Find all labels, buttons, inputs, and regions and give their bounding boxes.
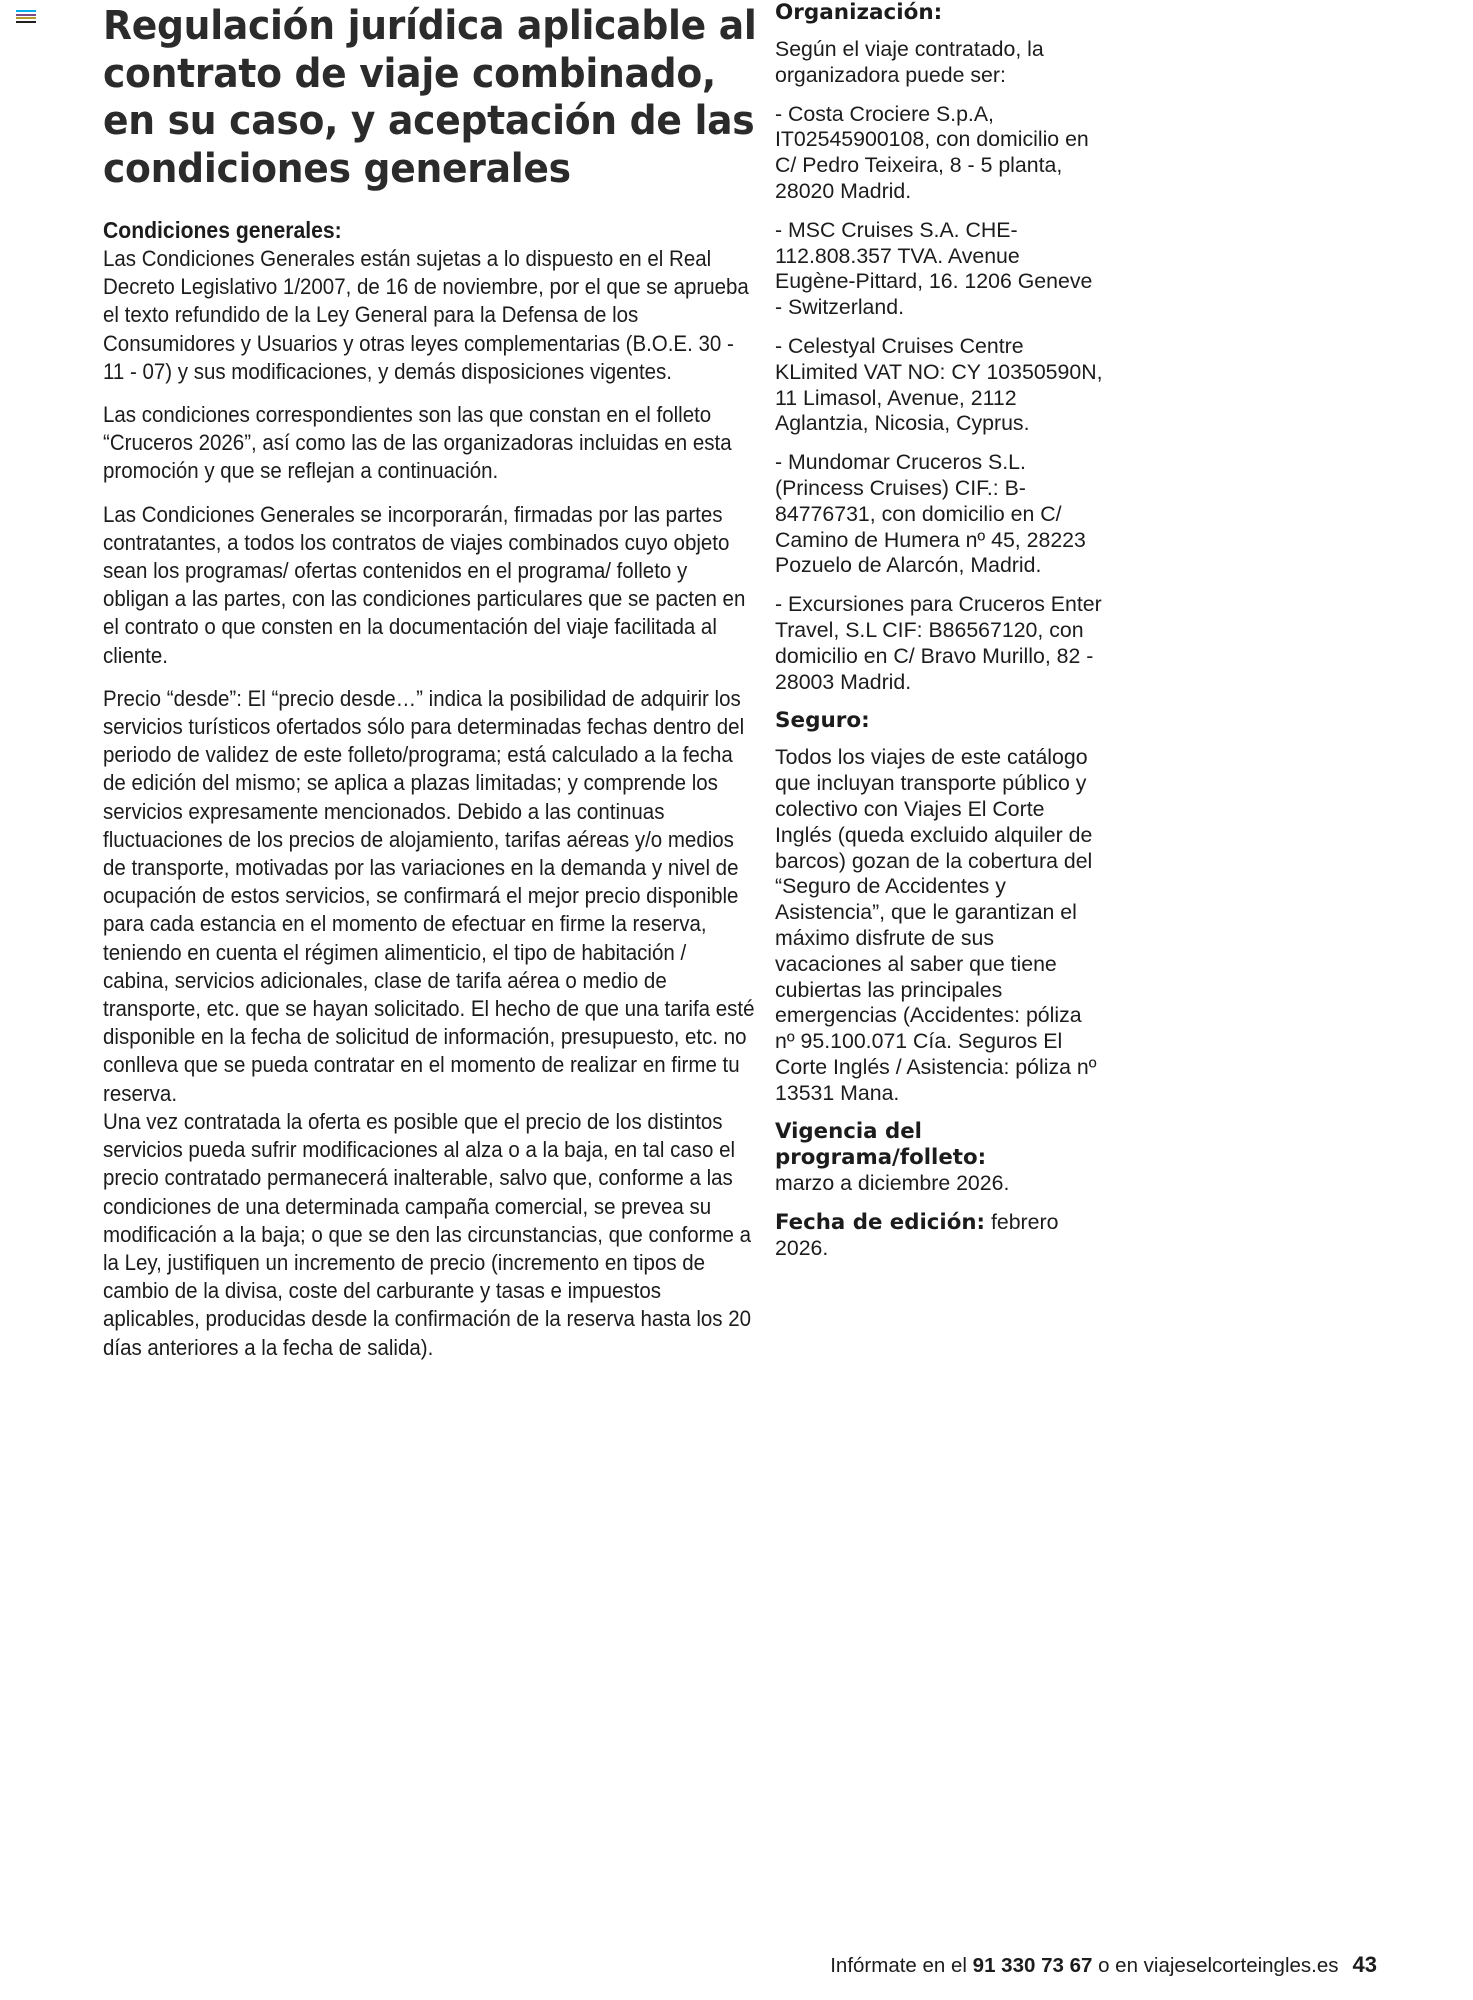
organizer-item-enter-travel: - Excursiones para Cruceros Enter Travel, S.L CIF: B86567120, con domicilio en C/ Bravo Murillo, 82 - 28003 Madrid. xyxy=(775,592,1102,694)
page-footer xyxy=(0,1952,1473,1979)
paragraph-incorporacion-condiciones: Las Condiciones Generales se incorporarán, firmadas por las partes contratantes, a todos los contratos de viajes combinados cuyo objeto sean los programas/ ofertas contenidos en el programa/ folleto y obligan a las partes, con las condiciones particulares que se pacten en el contrato o que consten en la documentación del viaje facilitada al cliente. xyxy=(103,501,746,668)
organizer-item-mundomar-cruceros: - Mundomar Cruceros S.L. (Princess Cruises) CIF.: B-84776731, con domicilio en C/ Camino de Humera nº 45, 28223 Pozuelo de Alarcón, Madrid. xyxy=(775,450,1086,578)
registration-bar-cyan xyxy=(16,10,36,12)
vigencia-block xyxy=(775,1119,1105,1196)
heading-seguro: Seguro: xyxy=(775,708,870,734)
registration-bar-magenta xyxy=(16,14,36,16)
fecha-edicion-block xyxy=(775,1210,1105,1262)
cmyk-registration-bar-icon xyxy=(16,10,36,23)
seguro-text: Todos los viajes de este catálogo que incluyan transporte público y colectivo con Viajes El Corte Inglés (queda excluido alquiler de barcos) gozan de la cobertura del “Seguro de Accidentes y Asistencia”, que le garantizan el máximo disfrute de sus vacaciones al saber que tiene cubiertas las principales emergencias (Accidentes: póliza nº 95.100.071 Cía. Seguros El Corte Inglés / Asistencia: póliza nº 13531 Mana. xyxy=(775,745,1097,1105)
paragraph-legal-basis: Las Condiciones Generales están sujetas a lo dispuesto en el Real Decreto Legislativo 1/2007, de 16 de noviembre, por el que se aprueba el texto refundido de la Ley General para la Defensa de los Consumidores y Usuarios y otras leyes complementarias (B.O.E. 30 - 11 - 07) y sus modificaciones, y demás disposiciones vigentes. xyxy=(103,246,749,384)
paragraph-folleto-cruceros: Las condiciones correspondientes son las que constan en el folleto “Cruceros 2026”, así como las de las organizadoras incluidas en esta promoción y que se reflejan a continuación. xyxy=(103,402,732,484)
organizer-item-msc-cruises: - MSC Cruises S.A. CHE-112.808.357 TVA. Avenue Eugène-Pittard, 16. 1206 Geneve - Switzerland. xyxy=(775,217,1093,320)
section-subheading-condiciones-generales: Condiciones generales: xyxy=(103,217,342,243)
two-column-layout xyxy=(103,0,1343,1377)
fecha-edicion-value-text: febrero 2026. xyxy=(775,1209,1059,1260)
vigencia-value: marzo a diciembre 2026. xyxy=(775,1171,1010,1196)
registration-bar-black xyxy=(16,21,36,23)
organizer-item-costa-crociere: - Costa Crociere S.p.A, IT02545900108, con domicilio en C/ Pedro Teixeira, 8 - 5 planta, 28020 Madrid. xyxy=(775,101,1089,203)
heading-organizacion: Organización: xyxy=(775,0,943,25)
paragraph-precio-desde: Precio “desde”: El “precio desde…” indica la posibilidad de adquirir los servicios turísticos ofertados sólo para determinadas fechas dentro del periodo de validez de este folleto/programa; está calculado a la fecha de edición del mismo; se aplica a plazas limitadas; y comprende los servicios expresamente mencionados. Debido a las continuas fluctuaciones de los precios de alojamiento, tarifas aéreas y/o medios de transporte, motivadas por las variaciones en la demanda y nivel de ocupación de estos servicios, se confirmará el mejor precio disponible para cada estancia en el momento de efectuar en firme la reserva, teniendo en cuenta el régimen alimenticio, el tipo de habitación / cabina, servicios adicionales, clase de tarifa aérea o medio de transporte, etc. que se hayan solicitado. El hecho de que una tarifa esté disponible en la fecha de solicitud de información, presupuesto, etc. no conlleva que se pueda contratar en el momento de realizar en firme tu reserva. xyxy=(103,685,755,1106)
left-column xyxy=(103,0,775,1377)
footer-phone[interactable]: 91 330 73 67 xyxy=(972,1954,1093,1977)
fecha-edicion-label: Fecha de edición: xyxy=(775,1209,986,1235)
footer-website[interactable]: o en viajeselcorteingles.es xyxy=(1092,1954,1339,1977)
organizacion-intro: Según el viaje contratado, la organizadora puede ser: xyxy=(775,37,1044,87)
paragraph-modificacion-precio: Una vez contratada la oferta es posible que el precio de los distintos servicios pueda sufrir modificaciones al alza o a la baja, en tal caso el precio contratado permanecerá inalterable, salvo que, conforme a las condiciones de una determinada campaña comercial, se prevea su modificación a la baja; o que se den las circunstancias, que conforme a la Ley, justifiquen un incremento de precio (incremento en tipos de cambio de la divisa, coste del carburante y tasas e impuestos aplicables, producidas desde la confirmación de la reserva hasta los 20 días anteriores a la fecha de salida). xyxy=(103,1108,752,1360)
registration-bar-yellow xyxy=(16,17,36,19)
footer-prefix: Infórmate en el xyxy=(830,1954,973,1977)
page-title: Regulación jurídica aplicable al contrato de viaje combinado, en su caso, y aceptación de las condiciones generales xyxy=(103,1,757,192)
vigencia-label: Vigencia del programa/folleto: xyxy=(775,1119,987,1171)
right-column xyxy=(775,0,1105,1261)
page-number: 43 xyxy=(1352,1952,1377,1977)
organizer-item-celestyal-cruises: - Celestyal Cruises Centre KLimited VAT NO: CY 10350590N, 11 Limasol, Avenue, 2112 Aglantzia, Nicosia, Cyprus. xyxy=(775,333,1103,436)
